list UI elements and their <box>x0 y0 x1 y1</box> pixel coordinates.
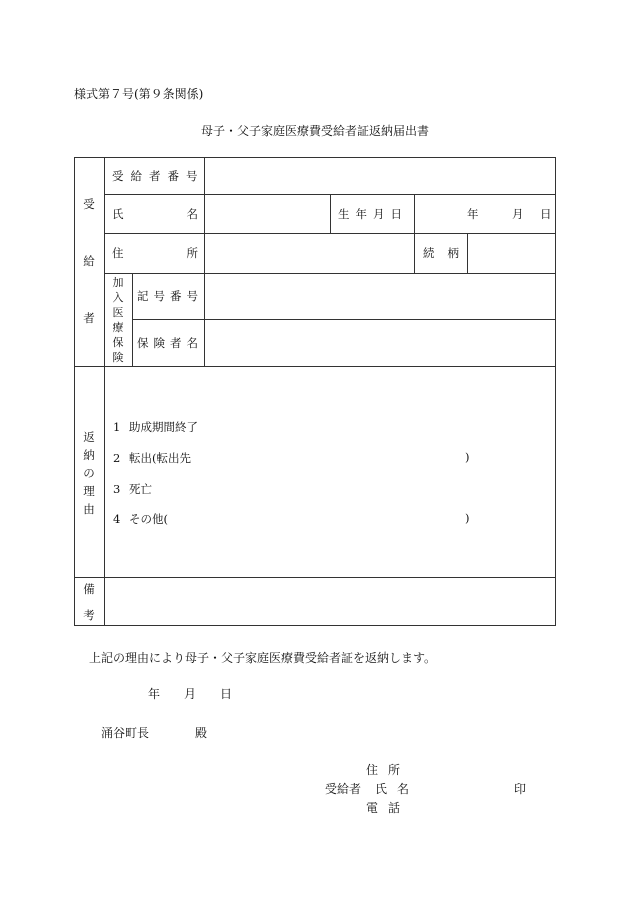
date-year: 年 <box>148 687 161 701</box>
document-title: 母子・父子家庭医療費受給者証返納届出書 <box>200 124 429 138</box>
name-field[interactable] <box>205 194 330 233</box>
symbol-number-label: 記号番号 <box>137 289 203 303</box>
recipient-number-label: 受給者番号 <box>112 168 205 183</box>
seal-mark: 印 <box>514 782 527 796</box>
applicant-prefix: 受給者 <box>325 782 362 796</box>
applicant-name-label: 氏名 <box>375 782 420 796</box>
relation-field[interactable] <box>468 233 555 273</box>
relation-label: 続 柄 <box>423 246 459 260</box>
recipient-group-label: 受 給 者 <box>83 197 95 325</box>
dob-label: 生年月日 <box>338 206 408 221</box>
remarks-field[interactable] <box>105 578 555 625</box>
honorific: 殿 <box>195 726 208 740</box>
dob-field[interactable]: 年 月 日 <box>467 206 552 221</box>
other-reason-close: ) <box>465 511 470 525</box>
date-month: 月 <box>184 687 197 701</box>
insurer-name-label: 保険者名 <box>137 335 203 350</box>
applicant-phone-label: 電話 <box>366 801 411 815</box>
recipient-number-field[interactable] <box>205 157 555 194</box>
reason-item[interactable]: 4 その他( <box>113 512 168 526</box>
remarks-label: 備 考 <box>83 582 95 622</box>
insurance-group-label: 加 入 医 療 保 険 <box>112 276 124 364</box>
transfer-destination-close: ) <box>465 450 470 464</box>
address-field[interactable] <box>205 233 414 273</box>
return-statement: 上記の理由により母子・父子家庭医療費受給者証を返納します。 <box>89 651 437 665</box>
address-label: 住 所 <box>112 246 198 260</box>
addressee: 涌谷町長 <box>101 726 150 740</box>
form-reference: 様式第７号(第９条関係) <box>74 87 204 101</box>
reason-group-label: 返 納 の 理 由 <box>83 430 95 516</box>
reason-item[interactable]: 1 助成期間終了 <box>113 420 198 434</box>
reason-item[interactable]: 2 転出(転出先 <box>113 451 191 465</box>
name-label: 氏 名 <box>112 206 198 221</box>
symbol-number-field[interactable] <box>205 273 555 319</box>
applicant-address-label: 住所 <box>366 763 411 777</box>
reason-item[interactable]: 3 死亡 <box>113 482 152 496</box>
date-day: 日 <box>220 687 233 701</box>
insurer-name-field[interactable] <box>205 319 555 366</box>
